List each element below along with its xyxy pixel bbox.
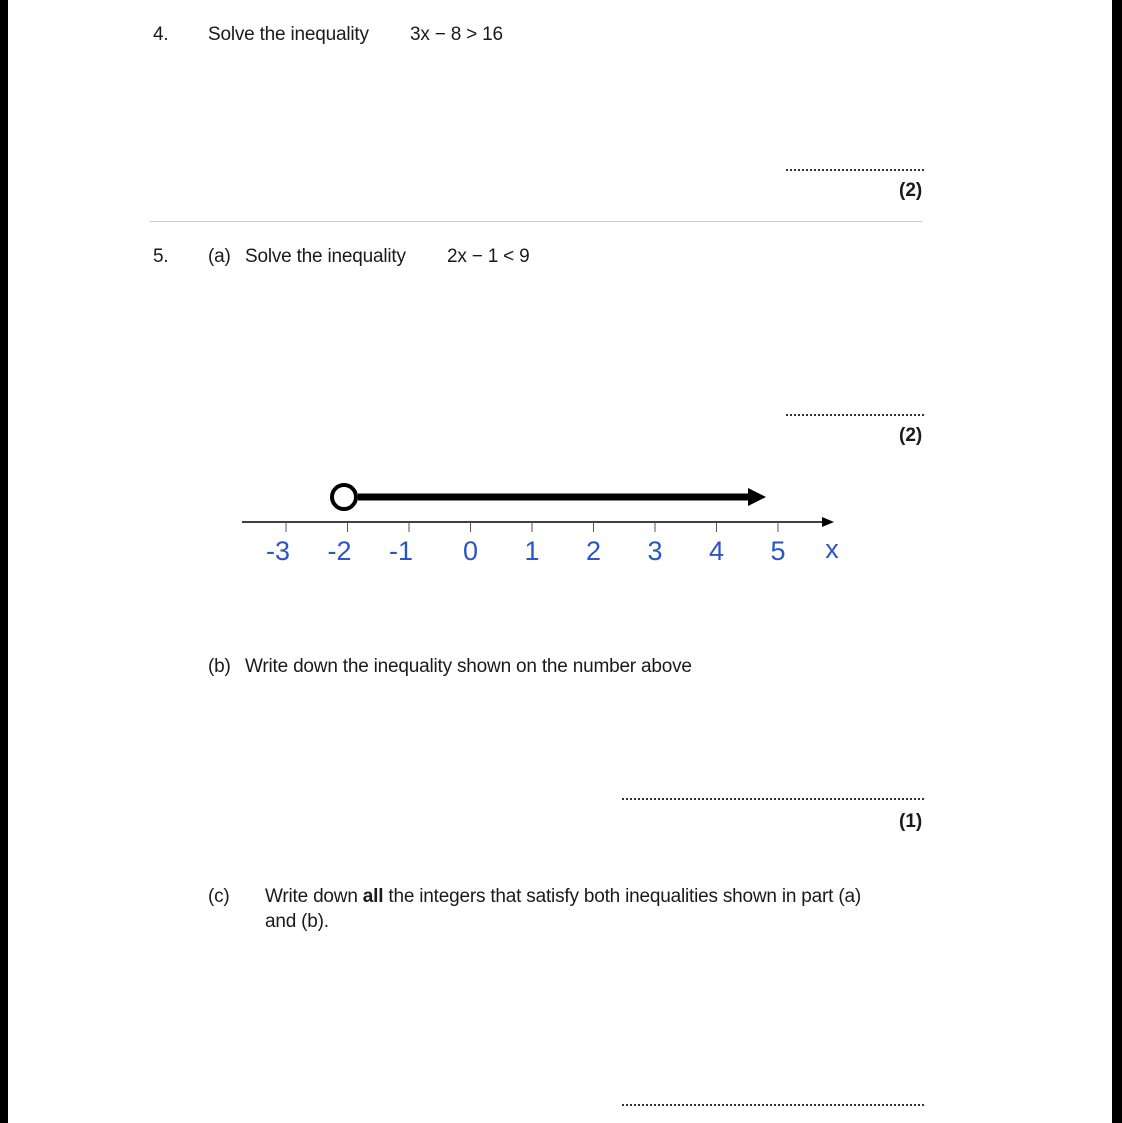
- axis-label-x: x: [825, 534, 839, 564]
- question-4-prompt: Solve the inequality: [208, 24, 369, 45]
- question-5b-label: (b): [208, 656, 231, 677]
- tick-label: -1: [388, 536, 414, 566]
- question-5c-prompt-before: Write down: [265, 886, 363, 907]
- section-divider: [150, 221, 922, 222]
- question-5a-expression: 2x − 1 < 9: [447, 246, 530, 267]
- exam-page: [8, 0, 1112, 1123]
- tick-group: [266, 522, 786, 566]
- tick-label: -3: [265, 536, 291, 566]
- question-5b-prompt: Write down the inequality shown on the number above: [245, 656, 692, 677]
- question-4-expression: 3x − 8 > 16: [410, 24, 503, 45]
- question-5c-prompt-line2: and (b).: [265, 911, 329, 932]
- tick-label: 4: [708, 536, 725, 566]
- question-5-number: 5.: [153, 246, 169, 267]
- question-5c-prompt-bold: all: [362, 886, 384, 907]
- number-line: [234, 470, 854, 580]
- tick-label: 0: [462, 536, 479, 566]
- question-4-answer-line[interactable]: [786, 169, 924, 171]
- question-5a-marks: (2): [899, 425, 923, 446]
- tick-label: 3: [647, 536, 663, 566]
- question-4-marks: (2): [899, 180, 923, 201]
- question-5b-answer-line[interactable]: [622, 798, 924, 800]
- open-circle-marker: [332, 485, 356, 509]
- axis-arrowhead: [822, 517, 834, 527]
- tick-label: 2: [585, 536, 602, 566]
- tick-label: 1: [524, 536, 540, 566]
- question-5c-answer-line[interactable]: [622, 1104, 924, 1106]
- tick-label: -2: [327, 536, 352, 566]
- question-5a-answer-line[interactable]: [786, 414, 924, 416]
- tick-label: 5: [770, 536, 786, 566]
- question-5b-marks: (1): [899, 811, 923, 832]
- question-4-number: 4.: [153, 24, 169, 45]
- question-5c-label: (c): [208, 886, 230, 907]
- question-5a-label: (a): [208, 246, 231, 267]
- solution-ray-arrowhead: [748, 488, 766, 506]
- question-5c-prompt: [265, 886, 861, 908]
- question-5c-prompt-after: the integers that satisfy both inequalities shown in part (a): [383, 886, 861, 907]
- question-5a-prompt: Solve the inequality: [245, 246, 406, 267]
